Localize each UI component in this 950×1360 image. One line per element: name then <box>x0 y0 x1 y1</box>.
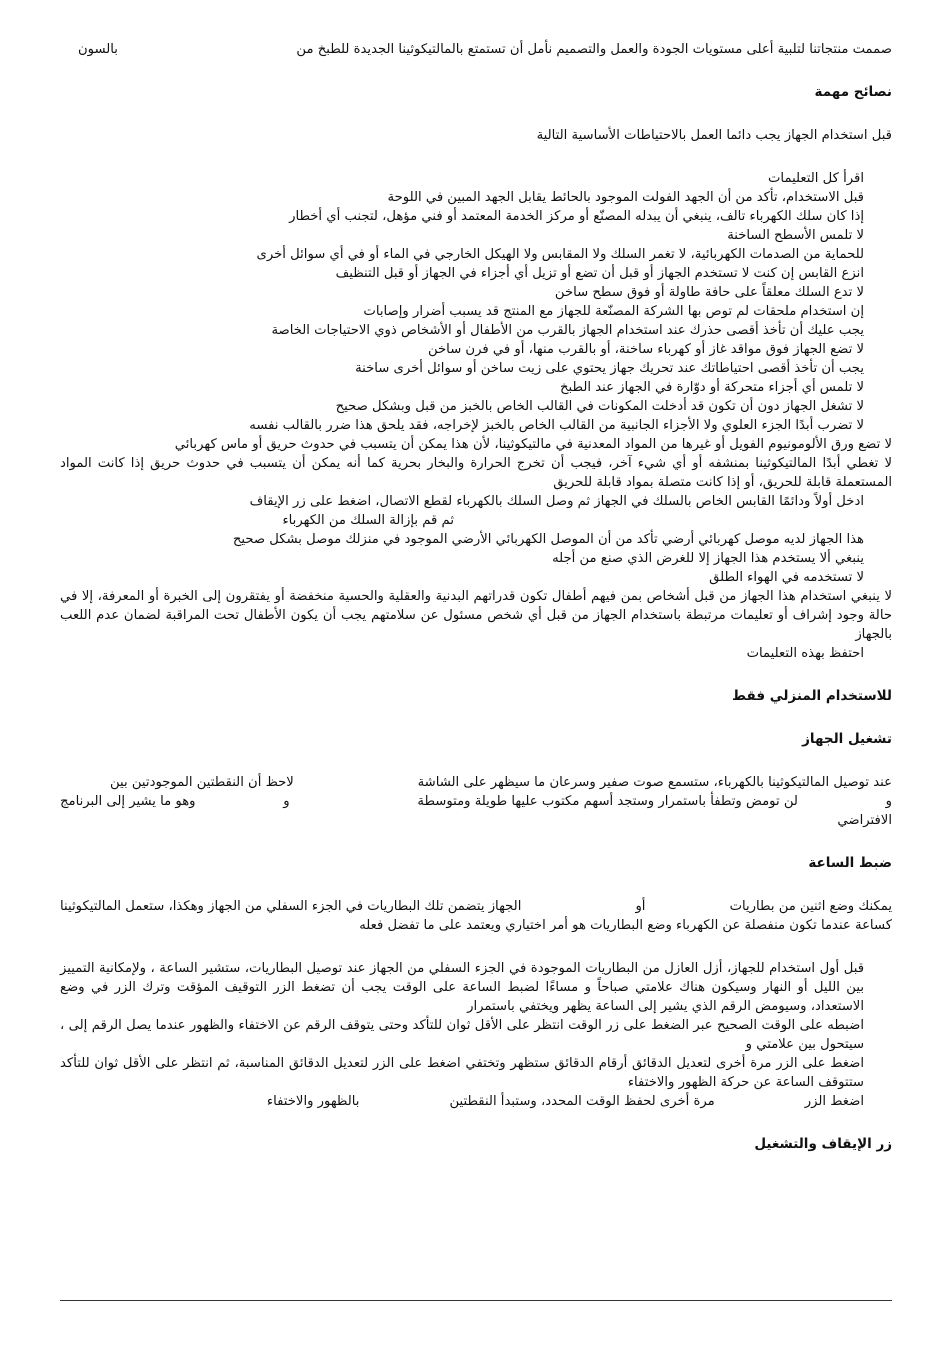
clock-text: يمكنك وضع اثنين من بطاريات <box>729 899 892 914</box>
list-item: لا ينبغي استخدام هذا الجهاز من قبل أشخاص بمن فيهم أطفال تكون قدراتهم البدنية والعقلية والحسية منخفضة أو يفتقرون إلى الخبرة أو المعرفة، إلا في حالة وجود إشراف أو تعليمات مرتبطة باستخدام الجهاز من قبل أي شخص مسئول عن سلامتهم يجب أن يكون الأطفال تحت المراقبة لضمان عدم اللعب بالجهاز <box>60 589 892 642</box>
list-item: ثم قم بإزالة السلك من الكهرباء <box>282 513 454 528</box>
list-item: احتفظ بهذه التعليمات <box>746 646 864 661</box>
power-button-heading: زر الإيقاف والتشغيل <box>754 1136 892 1152</box>
list-item: لا تضرب أبدًا الجزء العلوي ولا الأجزاء الجانبية من القالب الخاص بالخبز لإخراجه، فقد يلحق هذا ضرر بالقالب نفسه <box>249 418 864 433</box>
list-item: هذا الجهاز لديه موصل كهربائي أرضي تأكد من أن الموصل الكهربائي الأرضي الموجود في منزلك موصل بشكل صحيح <box>232 532 864 547</box>
clock-text: اضغط على الزر مرة أخرى لتعديل الدقائق أرقام الدقائق ستظهر وتختفي اضغط على الزر لتعديل الدقائق المناسبة، ثم انتظر على الأقل ثوان للتأكد ستتوقف الساعة عن حركة الظهور والاختفاء <box>60 1056 864 1090</box>
brand-name: بالسون <box>78 42 118 57</box>
list-item: لا تضع الجهاز فوق مواقد غاز أو كهرباء ساخنة، أو بالقرب منها، أو في فرن ساخن <box>427 342 864 357</box>
intro-line <box>60 40 892 59</box>
operate-heading: تشغيل الجهاز <box>802 731 892 747</box>
list-item: لا تستخدمه في الهواء الطلق <box>709 570 864 585</box>
clock-instructions <box>60 959 892 1111</box>
footer-divider <box>60 1300 892 1301</box>
list-item: انزع القابس إن كنت لا تستخدم الجهاز أو قبل أن تضع أو تزيل أي أجزاء في الجهاز أو قبل التنظيف <box>335 266 864 281</box>
operate-text: الافتراضي <box>837 813 892 828</box>
clock-text: أو <box>635 899 646 914</box>
operate-text: و <box>885 794 892 809</box>
operate-text: عند توصيل المالتيكوثينا بالكهرباء، ستسمع صوت صفير وسرعان ما سيظهر على الشاشة <box>417 775 892 790</box>
clock-text: اضغط الزر <box>804 1094 864 1109</box>
list-item: قبل الاستخدام، تأكد من أن الجهد الفولت الموجود بالحائط يقابل الجهد المبين في اللوحة <box>387 190 864 205</box>
clock-text: مرة أخرى لحفظ الوقت المحدد، وستبدأ النقطتين <box>449 1094 715 1109</box>
operate-text: وهو ما يشير إلى البرنامج <box>60 794 196 809</box>
operate-text: لن تومض وتطفأ باستمرار وستجد أسهم مكتوب عليها طويلة ومتوسطة <box>417 794 798 809</box>
tips-list <box>60 169 892 435</box>
list-item: إن استخدام ملحقات لم توص بها الشركة المصنّعة للجهاز مع المنتج قد يسبب أضرار وإصابات <box>363 304 864 319</box>
list-item: لا تدع السلك معلقاً على حافة طاولة أو فوق سطح ساخن <box>554 285 864 300</box>
clock-heading: ضبط الساعة <box>808 855 892 871</box>
intro-text: صممت منتجاتنا لتلبية أعلى مستويات الجودة والعمل والتصميم نأمل أن تستمتع بالمالتيكوثينا الجديدة للطبخ من <box>296 42 892 57</box>
clock-text: اضبطه على الوقت الصحيح عبر الضغط على زر الوقت انتظر على الأقل ثوان للتأكد وحتى يتوقف الرقم عن الاختفاء والظهور عندما يصل الرقم إلى ، سيتحول بين علامتي و <box>60 1018 864 1052</box>
tips-lead: قبل استخدام الجهاز يجب دائما العمل بالاحتياطات الأساسية التالية <box>536 128 892 143</box>
list-item: يجب أن تأخذ أقصى احتياطاتك عند تحريك جهاز يحتوي على زيت ساخن أو سوائل أخرى ساخنة <box>355 361 864 376</box>
unplug-block <box>60 492 892 587</box>
operate-paragraph <box>60 773 892 830</box>
operate-line-1 <box>60 773 892 792</box>
operate-line-2 <box>60 792 892 811</box>
clock-text: كساعة عندما تكون منفصلة عن الكهرباء وضع البطاريات هو أمر اختياري ويعتمد على ما تفضل فعله <box>359 918 892 933</box>
document-page <box>60 40 892 1154</box>
list-item: اقرأ كل التعليمات <box>768 171 864 186</box>
list-item: لا تلمس أي أجزاء متحركة أو دوّارة في الجهاز عند الطبخ <box>560 380 864 395</box>
clock-line <box>60 897 892 916</box>
list-item: للحماية من الصدمات الكهربائية، لا تغمر السلك ولا المقابس ولا الهيكل الخارجي في الماء أو في أي سوائل أخرى <box>256 247 864 262</box>
operate-text: لاحظ أن النقطتين الموجودتين بين <box>110 775 294 790</box>
clock-text: قبل أول استخدام للجهاز، أزل العازل من البطاريات الموجودة في الجزء السفلي من الجهاز عند توصيل البطاريات، ستشير الساعة ، ولإمكانية التمييز بين الليل أو النهار وسيكون هناك علامتي صباحاً و مساءًا لضبط الساعة على الوقت يجب أن تضغط الزر التوقيف المؤقت وترك الزر في وضع الاستعداد، وسيومض الرقم الذي يشير إلى الساعة يظهر ويختفي باستمرار <box>60 961 864 1014</box>
list-item: لا تلمس الأسطح الساخنة <box>727 228 864 243</box>
clock-text: الجهاز يتضمن تلك البطاريات في الجزء السفلي من الجهاز وهكذا، ستعمل المالتيكوثينا <box>60 899 522 914</box>
clock-line <box>60 1092 864 1111</box>
clock-text: بالظهور والاختفاء <box>266 1094 360 1109</box>
list-item: يجب عليك أن تأخذ أقصى حذرك عند استخدام الجهاز بالقرب من الأطفال أو الأشخاص ذوي الاحتياجات الخاصة <box>271 323 864 338</box>
list-item: ادخل أولاً ودائمًا القابس الخاص بالسلك في الجهاز ثم وصل السلك بالكهرباء لقطع الاتصال، اضغط على زر الإيقاف <box>249 494 864 509</box>
clock-paragraph-1 <box>60 897 892 935</box>
operate-text: و <box>283 794 290 809</box>
list-item: لا تشغل الجهاز دون أن تكون قد أدخلت المكونات في القالب الخاص بالخبز من قبل وبشكل صحيح <box>335 399 864 414</box>
home-use-heading: للاستخدام المنزلي فقط <box>732 688 892 704</box>
tips-heading: نصائح مهمة <box>814 84 892 100</box>
list-item: ينبغي ألا يستخدم هذا الجهاز إلا للغرض الذي صنع من أجله <box>552 551 864 566</box>
list-item: لا تغطي أبدًا المالتيكوثينا بمنشفه أو أي شيء آخر، فيجب أن تخرج الحرارة والبخار بحرية كما أنه يمكن أن يتسبب في حدوث حريق إذا كانت المواد المستعملة قابلة للحريق، أو إذا كانت متصلة بمواد قابلة للحريق <box>60 456 892 490</box>
list-item: إذا كان سلك الكهرباء تالف، ينبغي أن يبدله المصنّع أو مركز الخدمة المعتمد أو فني مؤهل، لتجنب أي أخطار <box>289 209 864 224</box>
list-item: لا تضع ورق الألومونيوم الفويل أو غيرها من المواد المعدنية في مالتيكوثينا، لأن هذا يمكن أن يتسبب في حدوث حريق أو ماس كهربائي <box>174 437 892 452</box>
